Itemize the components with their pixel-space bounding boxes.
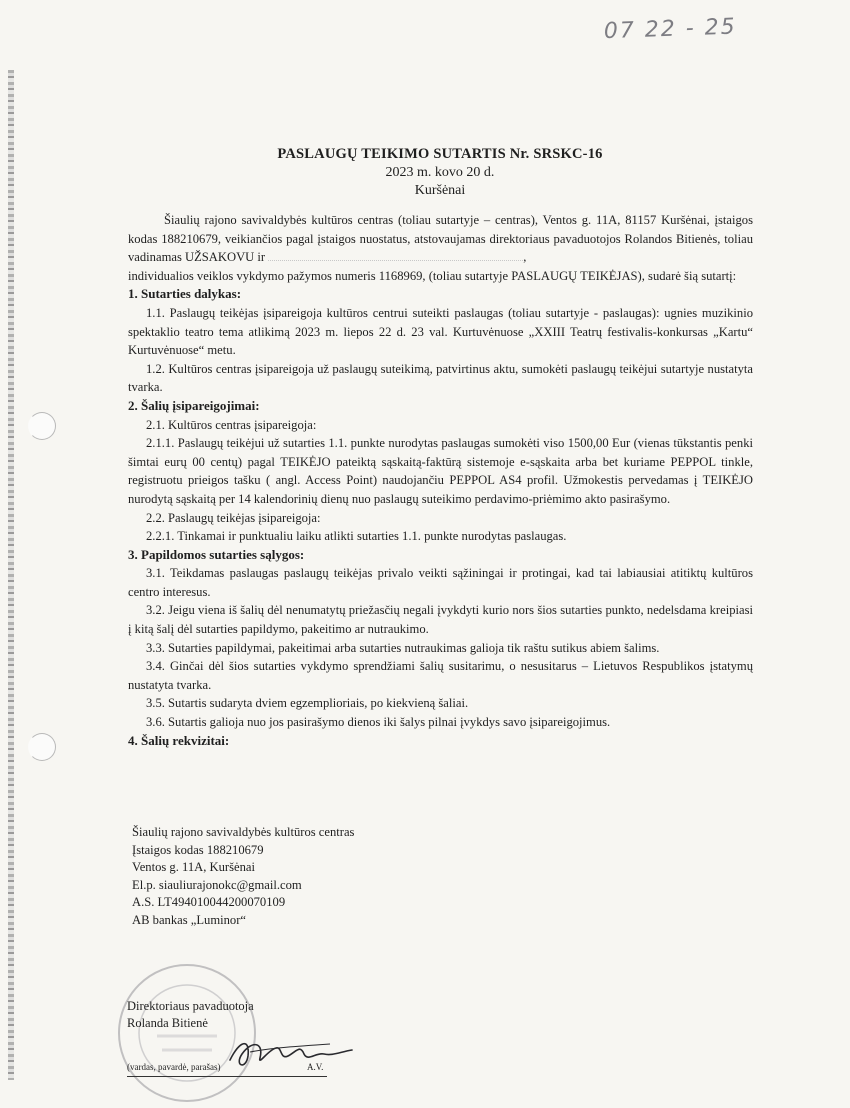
section-heading-3: 3. Papildomos sutarties sąlygos: <box>128 546 305 562</box>
clause-3-3: 3.3. Sutarties papildymai, pakeitimai arba sutarties nutraukimas galioja tik raštu sutikus abiem šalims. <box>146 640 660 655</box>
signature-caption: (vardas, pavardė, parašas) <box>127 1062 221 1072</box>
intro-paragraph <box>128 211 753 267</box>
punch-hole <box>28 733 56 761</box>
requisite-email: El.p. siauliurajonokc@gmail.com <box>132 877 302 892</box>
party-requisites <box>132 824 452 929</box>
signatory <box>127 998 254 1032</box>
clause-2-1-1: 2.1.1. Paslaugų teikėjui už sutarties 1.1. punkte nurodytas paslaugas sumokėti viso 1500,00 Eur (vienas tūkstantis penki šimtai eurų 00 centų) pagal TEIKĖJO pateiktą sąskaitą-faktūrą sistemoje e-sąskaita arba bet kuriame PEPPOL tinkle, registruotu prieigos tašku ( angl. Access Point) naudojančiu PEPPOL AS4 profil. Užmokestis pervedamas į TEIKĖJO nurodytą sąskaitą per 14 kalendorinių dienų nuo paslaugų suteikimo perdavimo-priėmimo akto pasirašymo. <box>128 436 753 506</box>
requisite-bank: AB bankas „Luminor“ <box>132 912 247 927</box>
document-date: 2023 m. kovo 20 d. <box>385 165 495 180</box>
intro-text: Šiaulių rajono savivaldybės kultūros centras (toliau sutartyje – centras), Ventos g. 11A, 81157 Kuršėnai, įstaigos kodas 188210679, veikiančios pagal įstaigos nuostatus, atstovaujamas direktoriaus pavaduotojos Rolandos Bitienės, toliau vadinamas UŽSAKOVU ir <box>128 213 753 265</box>
section-heading-4: 4. Šalių rekvizitai: <box>128 732 230 748</box>
clause-3-2: 3.2. Jeigu viena iš šalių dėl nenumatytų priežasčių negali įvykdyti kurio nors šios sutarties punkto, nedelsdama kreipiasi į kitą šalį dėl sutarties papildymo, pakeitimo ar nutraukimo. <box>128 603 753 637</box>
document-title: PASLAUGŲ TEIKIMO SUTARTIS Nr. SRSKC-16 <box>277 146 603 162</box>
clause-3-5: 3.5. Sutartis sudaryta dviem egzemplioriais, po kiekvieną šaliai. <box>146 696 469 711</box>
intro-comma: , <box>523 250 527 265</box>
requisite-code: Įstaigos kodas 188210679 <box>132 842 264 857</box>
handwritten-date: 07 22 - 25 <box>603 14 738 45</box>
clause-1-2: 1.2. Kultūros centras įsipareigoja už paslaugų suteikimą, patvirtinus aktu, sumokėti paslaugų teikėjui sutartyje nustatyta tvarka. <box>128 361 753 395</box>
contract-body <box>128 211 753 750</box>
clause-3-4: 3.4. Ginčai dėl šios sutarties vykdymo sprendžiami šalių susitarimu, o nesusitarus – Lietuvos Respublikos įstatymų nustatyta tvarka. <box>128 659 753 692</box>
clause-2-2: 2.2. Paslaugų teikėjas įsipareigoja: <box>146 510 321 525</box>
clause-1-1: 1.1. Paslaugų teikėjas įsipareigoja kultūros centrui suteikti paslaugas (toliau sutartyje - paslaugas): ugnies muzikinio spektaklio teatro tema atlikimą 2023 m. liepos 22 d. 23 val. Kurtuvėnuose „XXIII Teatrų festivalis-konkursas „Kartu“ Kurtuvėnuose“ metu. <box>128 305 753 358</box>
intro-paragraph-2: individualios veiklos vykdymo pažymos numeris 1168969, (toliau sutartyje PASLAUGŲ TEIKĖJAS), sudarė šią sutartį: <box>128 268 737 283</box>
signatory-position: Direktoriaus pavaduotoja <box>127 999 254 1013</box>
document-place: Kuršėnai <box>414 183 466 198</box>
signatory-name: Rolanda Bitienė <box>127 1016 208 1030</box>
signature-line <box>127 1076 327 1077</box>
requisite-org: Šiaulių rajono savivaldybės kultūros centras <box>132 825 355 839</box>
punch-hole <box>28 412 56 440</box>
stamp-place-label: A.V. <box>307 1062 324 1072</box>
scan-edge <box>8 70 14 1080</box>
requisite-address: Ventos g. 11A, Kuršėnai <box>132 860 256 874</box>
clause-2-2-1: 2.2.1. Tinkamai ir punktualiu laiku atlikti sutarties 1.1. punkte nurodytas paslaugas. <box>146 529 567 544</box>
section-heading-1: 1. Sutarties dalykas: <box>128 286 242 302</box>
clause-3-1: 3.1. Teikdamas paslaugas paslaugų teikėjas privalo veikti sąžiningai ir protingai, kad tai labiausiai atitiktų kultūros centro interesus. <box>128 566 753 599</box>
blank-field <box>268 250 523 261</box>
handwritten-signature <box>220 1030 360 1074</box>
requisite-account: A.S. LT494010044200070109 <box>132 895 286 909</box>
section-heading-2: 2. Šalių įsipareigojimai: <box>128 397 260 413</box>
clause-3-6: 3.6. Sutartis galioja nuo jos pasirašymo dienos iki šalys pilnai įvykdys savo įsipareigojimus. <box>146 715 611 730</box>
clause-2-1: 2.1. Kultūros centras įsipareigoja: <box>146 417 317 432</box>
